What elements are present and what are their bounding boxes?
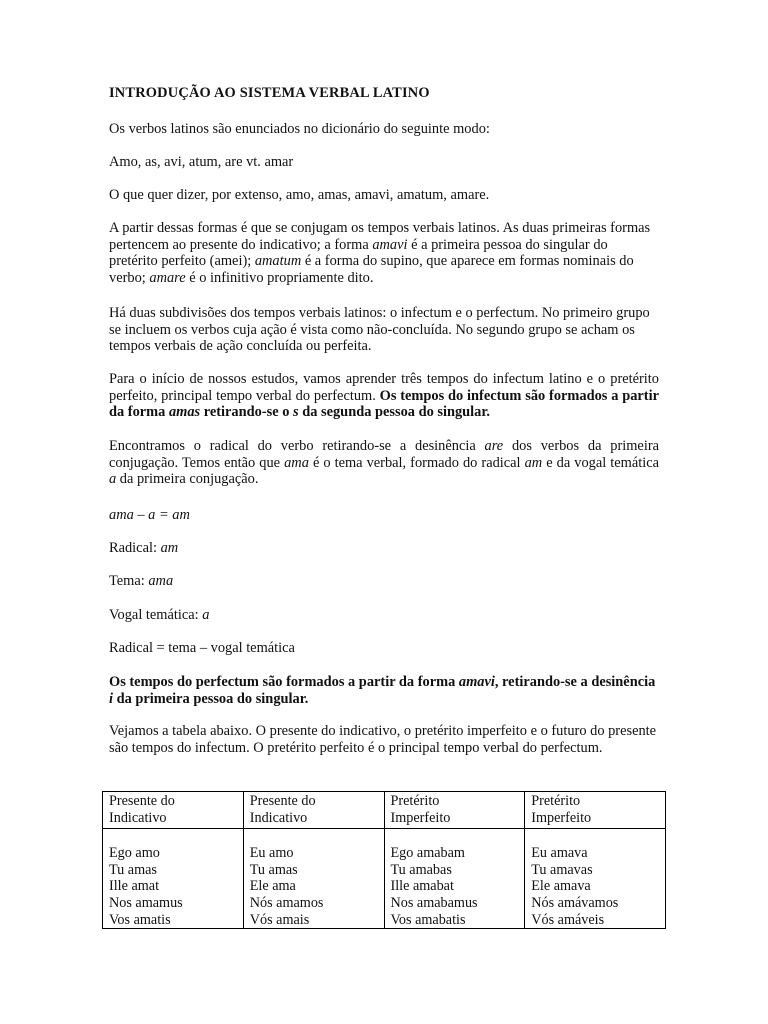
table-header-cell: Presente do Indicativo [243, 792, 384, 829]
table-header-cell: Presente do Indicativo [103, 792, 244, 829]
table-cell: Eu amava Tu amavas Ele amava Nós amávamos Vós amáveis [525, 829, 666, 929]
table-header-cell: Pretérito Imperfeito [525, 792, 666, 829]
infectum-paragraph: Para o início de nossos estudos, vamos aprender três tempos do infectum latino e o pretérito perfeito, principal tempo verbal do perfectum. Os tempos do infectum são formados a partir da forma amas retirando-se o s da segunda pessoa do singular. [109, 371, 659, 421]
table-header-row [103, 792, 666, 829]
table-cell: Ego amo Tu amas Ille amat Nos amamus Vos amatis [103, 829, 244, 929]
perfectum-paragraph: Os tempos do perfectum são formados a partir da forma amavi, retirando-se a desinência i da primeira pessoa do singular. [109, 674, 656, 707]
intro-paragraph: Os verbos latinos são enunciados no dicionário do seguinte modo: [109, 121, 490, 137]
tema-line: Tema: ama [109, 573, 174, 589]
radical-paragraph: Encontramos o radical do verbo retirando-se a desinência are dos verbos da primeira conjugação. Temos então que ama é o tema verbal, formado do radical am e da vogal temática a da primeira conjugação. [109, 438, 659, 488]
rule-line: Radical = tema – vogal temática [109, 640, 295, 656]
verb-conjugation-table [102, 791, 666, 929]
document-title: INTRODUÇÃO AO SISTEMA VERBAL LATINO [109, 85, 430, 101]
radical-formula: ama – a = am [109, 507, 190, 523]
table-row [103, 829, 666, 929]
table-header-cell: Pretérito Imperfeito [384, 792, 525, 829]
table-intro-paragraph: Vejamos a tabela abaixo. O presente do indicativo, o pretérito imperfeito e o futuro do presente são tempos do infectum. O pretérito perfeito é o principal tempo verbal do perfectum. [109, 723, 657, 756]
radical-line: Radical: am [109, 540, 179, 556]
table-cell: Eu amo Tu amas Ele ama Nós amamos Vós amais [243, 829, 384, 929]
verb-forms-paragraph: A partir dessas formas é que se conjugam os tempos verbais latinos. As duas primeiras formas pertencem ao presente do indicativo; a forma amavi é a primeira pessoa do singular do pretérito perfeito (amei); amatum é a forma do supino, que aparece em formas nominais do verbo; amare é o infinitivo propriamente dito. [109, 220, 651, 286]
dictionary-entry: Amo, as, avi, atum, are vt. amar [109, 154, 294, 170]
table-cell: Ego amabam Tu amabas Ille amabat Nos amabamus Vos amabatis [384, 829, 525, 929]
subdivisions-paragraph: Há duas subdivisões dos tempos verbais latinos: o infectum e o perfectum. No primeiro grupo se incluem os verbos cuja ação é vista como não-concluída. No segundo grupo se acham os tempos verbais de ação concluída ou perfeita. [109, 305, 650, 355]
vogal-line: Vogal temática: a [109, 607, 210, 623]
extended-forms-paragraph: O que quer dizer, por extenso, amo, amas, amavi, amatum, amare. [109, 187, 490, 203]
